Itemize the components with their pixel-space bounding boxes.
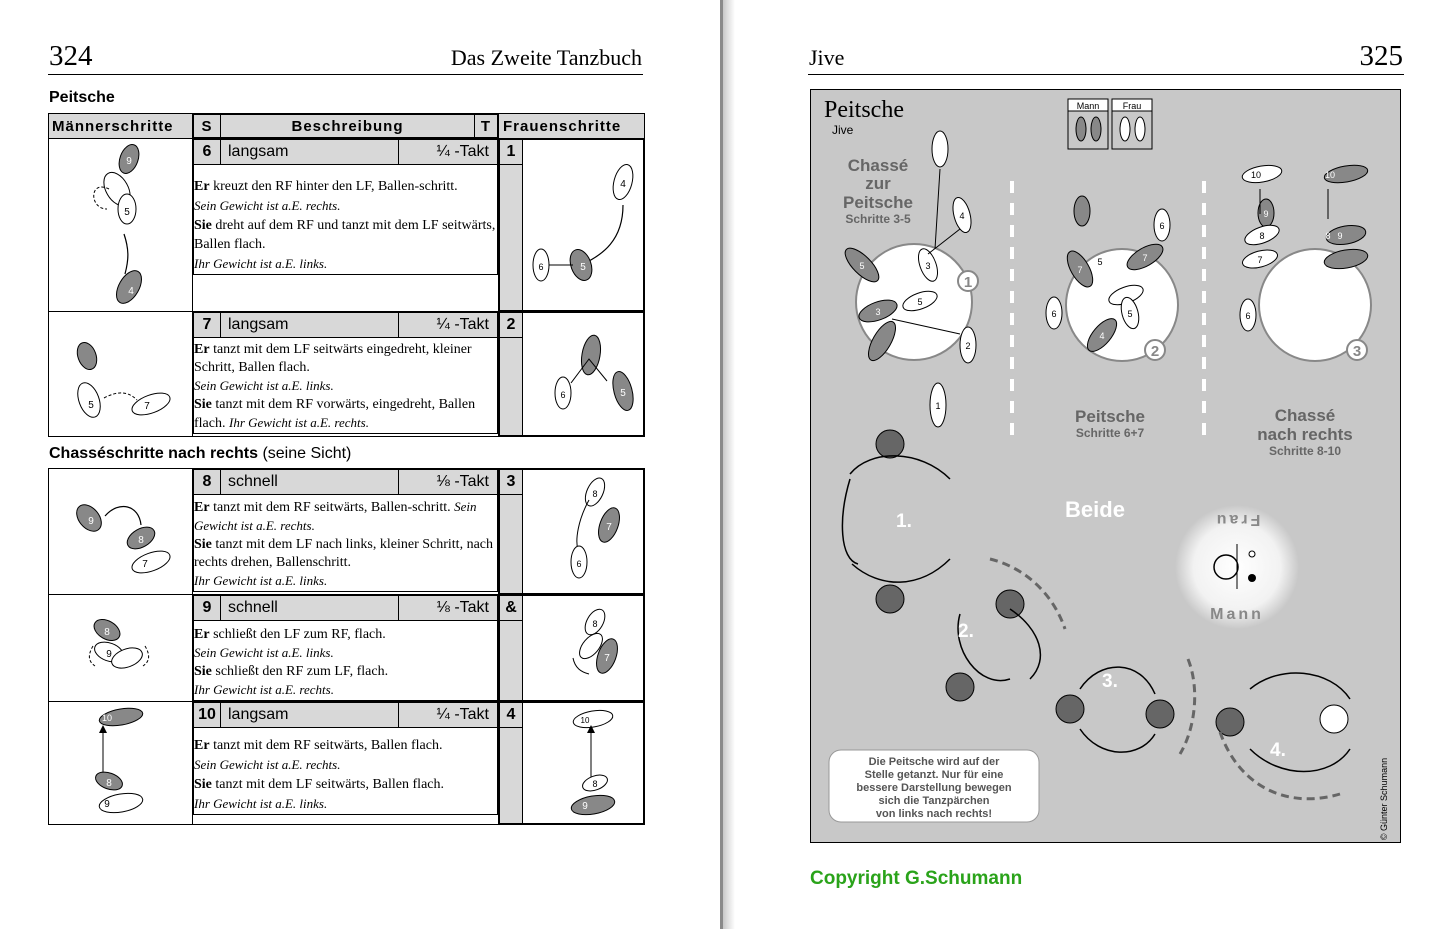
men-step-figure <box>49 469 193 595</box>
beat-count: 3 <box>500 470 522 495</box>
table-row <box>49 469 645 595</box>
svg-text:10: 10 <box>1324 170 1336 180</box>
steps-table-1 <box>48 113 645 437</box>
left-page <box>0 0 720 929</box>
step-description: Er tanzt mit dem RF seitwärts, Ballen-schritt. Sein Gewicht ist a.E. rechts. Sie tanzt mit dem LF nach links, kleiner Schritt, nach rechts drehen, Ballenschritt. Ihr Gewicht ist a.E. links. <box>194 495 498 592</box>
col-header-description <box>193 114 499 139</box>
step-number: 9 <box>194 596 221 621</box>
svg-text:7: 7 <box>1257 255 1263 265</box>
legend-woman: Frau <box>1122 101 1142 111</box>
svg-text:9: 9 <box>582 801 588 812</box>
table-row <box>49 595 645 702</box>
men-step-figure <box>49 139 193 312</box>
svg-text:Chassé: Chassé <box>847 156 909 175</box>
running-title: Jive <box>809 45 845 70</box>
right-page <box>735 0 1453 929</box>
svg-text:von links nach rechts!: von links nach rechts! <box>875 808 993 820</box>
svg-text:bessere Darstellung bewegen: bessere Darstellung bewegen <box>856 782 1012 794</box>
svg-text:Schritte 8-10: Schritte 8-10 <box>1268 444 1342 458</box>
col-header-beat: T <box>475 115 498 138</box>
svg-text:9: 9 <box>88 515 94 527</box>
svg-text:6: 6 <box>1159 221 1165 231</box>
svg-text:nach rechts: nach rechts <box>1257 425 1353 444</box>
step-takt: ⅛ -Takt <box>399 596 498 621</box>
step-number: 7 <box>194 313 221 338</box>
svg-text:9: 9 <box>1337 231 1343 241</box>
both-label: Beide <box>1065 497 1125 522</box>
svg-text:4: 4 <box>620 179 626 190</box>
note-text <box>856 756 1012 820</box>
svg-text:8: 8 <box>1325 231 1331 241</box>
svg-text:5: 5 <box>1127 309 1133 319</box>
svg-text:8: 8 <box>106 778 112 789</box>
page-number: 325 <box>1359 40 1403 72</box>
svg-text:8: 8 <box>1259 231 1265 241</box>
svg-text:4: 4 <box>1099 331 1105 341</box>
col-header-desc-label: Beschreibung <box>221 115 475 138</box>
women-step-figure <box>523 470 644 594</box>
svg-text:4: 4 <box>128 286 134 297</box>
svg-text:9: 9 <box>106 649 112 660</box>
women-step-figure <box>523 596 644 701</box>
peitsche-figure <box>810 89 1401 843</box>
svg-text:5: 5 <box>859 261 865 271</box>
svg-text:5: 5 <box>620 388 626 399</box>
svg-text:Stelle getanzt. Nur für eine: Stelle getanzt. Nur für eine <box>864 769 1004 781</box>
svg-text:10: 10 <box>1250 170 1262 180</box>
figure-title: Peitsche <box>824 97 904 123</box>
svg-text:3: 3 <box>925 261 931 271</box>
circle-number: 2 <box>1150 343 1160 360</box>
beat-count: 1 <box>500 140 522 165</box>
svg-text:8: 8 <box>592 619 598 629</box>
page-header-left <box>48 40 643 75</box>
svg-text:7: 7 <box>604 653 610 664</box>
page-header-right <box>808 40 1404 75</box>
step-number: 8 <box>194 470 221 495</box>
svg-text:6: 6 <box>1245 311 1251 321</box>
circle-number: 3 <box>1352 343 1362 360</box>
col-header-women: Frauenschritte <box>499 114 645 139</box>
svg-text:4: 4 <box>959 211 965 221</box>
step-speed: langsam <box>221 703 399 728</box>
men-step-figure <box>49 312 193 437</box>
svg-text:10: 10 <box>101 713 113 723</box>
svg-text:sich die Tanzpärchen: sich die Tanzpärchen <box>878 795 990 807</box>
svg-text:3: 3 <box>875 307 881 317</box>
col-header-men: Männerschritte <box>49 114 193 139</box>
women-step-figure <box>523 313 644 436</box>
step-number: 6 <box>194 140 221 165</box>
frau-label: Frau <box>1213 511 1261 528</box>
svg-text:1.: 1. <box>896 511 912 532</box>
svg-text:6: 6 <box>1051 309 1057 319</box>
step-takt: ¼ -Takt <box>399 313 498 338</box>
step-takt: ¼ -Takt <box>399 140 498 165</box>
svg-text:5: 5 <box>88 400 94 411</box>
svg-text:10: 10 <box>580 716 590 725</box>
credit-text: © Günter Schumann <box>1379 757 1389 841</box>
stage2-title <box>1075 407 1145 440</box>
svg-text:7: 7 <box>606 522 612 533</box>
svg-text:Schritte 6+7: Schritte 6+7 <box>1075 426 1145 440</box>
running-title: Das Zweite Tanzbuch <box>450 45 642 70</box>
svg-text:2: 2 <box>965 341 971 351</box>
beat-count: 4 <box>500 703 522 728</box>
svg-text:5: 5 <box>1097 257 1103 267</box>
step-description: Er tanzt mit dem LF seitwärts eingedreht, kleiner Schritt, Ballen flach. Sein Gewicht ist a.E. links. Sie tanzt mit dem RF vorwärts, eingedreht, Ballen flach. Ihr Gewicht ist a.E. rechts. <box>194 338 498 434</box>
step-description: Er tanzt mit dem RF seitwärts, Ballen flach. Sein Gewicht ist a.E. rechts. Sie tanzt mit dem LF seitwärts, Ballen flach. Ihr Gewicht ist a.E. links. <box>194 728 498 815</box>
svg-text:7: 7 <box>144 401 150 412</box>
svg-text:1: 1 <box>935 401 941 411</box>
section-title-chasse: Chasséschritte nach rechts (seine Sicht) <box>49 445 352 462</box>
step-description: Er kreuzt den RF hinter den LF, Ballen-schritt. Sein Gewicht ist a.E. rechts. Sie dreht auf dem RF und tanzt mit dem LF seitwärts, Ballen flach. Ihr Gewicht ist a.E. links. <box>194 165 498 275</box>
table-row <box>49 139 645 312</box>
step-speed: langsam <box>221 313 399 338</box>
beat-count: & <box>500 596 522 621</box>
svg-text:9: 9 <box>126 156 132 167</box>
page-number: 324 <box>49 40 93 72</box>
beat-count: 2 <box>500 313 522 338</box>
women-step-figure <box>523 703 644 824</box>
step-speed: schnell <box>221 596 399 621</box>
svg-text:8: 8 <box>592 779 598 789</box>
circle-number: 1 <box>963 274 973 291</box>
step-description: Er schließt den LF zum RF, flach. Sein Gewicht ist a.E. links. Sie schließt den RF zum LF, flach. Ihr Gewicht ist a.E. rechts. <box>194 621 498 701</box>
women-step-figure <box>523 140 644 311</box>
svg-text:Die Peitsche wird auf der: Die Peitsche wird auf der <box>868 756 1000 768</box>
svg-text:2.: 2. <box>958 621 974 642</box>
svg-text:6: 6 <box>560 390 566 400</box>
svg-text:Chassé: Chassé <box>1274 406 1336 425</box>
col-header-step: S <box>194 115 221 138</box>
table-row <box>49 702 645 825</box>
svg-text:Peitsche: Peitsche <box>1075 407 1145 426</box>
svg-text:7: 7 <box>1142 253 1148 263</box>
svg-text:8: 8 <box>104 627 110 638</box>
svg-text:5: 5 <box>917 297 923 307</box>
copyright-text: Copyright G.Schumann <box>810 868 1023 889</box>
legend-man: Mann <box>1076 101 1100 111</box>
svg-text:4.: 4. <box>1270 740 1286 761</box>
step-takt: ¼ -Takt <box>399 703 498 728</box>
svg-text:Peitsche: Peitsche <box>843 193 913 212</box>
step-speed: schnell <box>221 470 399 495</box>
svg-text:5: 5 <box>580 262 586 273</box>
figure-subtitle: Jive <box>832 123 854 137</box>
svg-text:6: 6 <box>576 559 582 569</box>
svg-text:Schritte 3-5: Schritte 3-5 <box>845 212 911 226</box>
book-gutter <box>720 0 735 929</box>
svg-text:6: 6 <box>538 262 544 272</box>
svg-text:5: 5 <box>124 207 130 218</box>
mann-label: Mann <box>1210 606 1264 623</box>
svg-text:3.: 3. <box>1102 671 1118 692</box>
svg-text:7: 7 <box>142 558 148 570</box>
svg-text:8: 8 <box>138 534 144 546</box>
step-takt: ⅛ -Takt <box>399 470 498 495</box>
step-number: 10 <box>194 703 221 728</box>
table-row <box>49 312 645 437</box>
svg-text:9: 9 <box>104 799 110 810</box>
svg-text:9: 9 <box>1263 209 1269 219</box>
men-step-figure <box>49 702 193 825</box>
men-step-figure <box>49 595 193 702</box>
step-speed: langsam <box>221 140 399 165</box>
steps-table-2 <box>48 468 645 825</box>
svg-text:8: 8 <box>592 489 598 499</box>
section-title-peitsche: Peitsche <box>49 89 115 106</box>
svg-text:zur: zur <box>865 174 891 193</box>
svg-text:7: 7 <box>1077 265 1083 275</box>
